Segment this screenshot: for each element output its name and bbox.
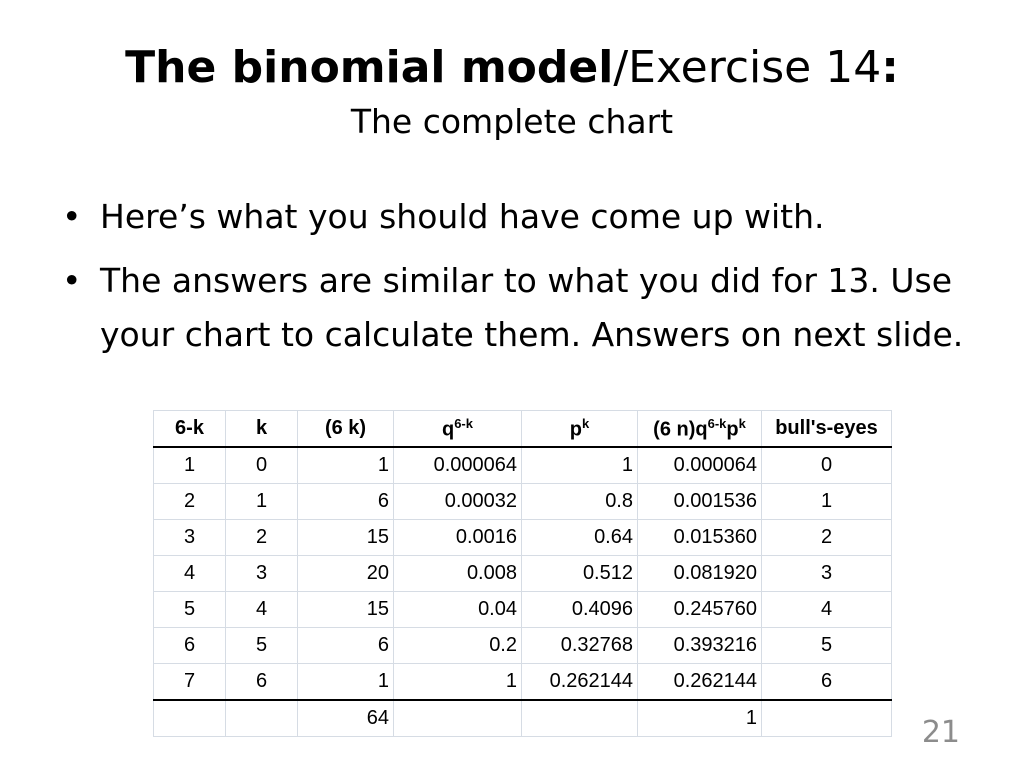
- binomial-table: [153, 410, 892, 737]
- table-cell: 20: [298, 556, 394, 592]
- header-6-minus-k: 6-k: [154, 411, 226, 448]
- table-cell: 2: [226, 520, 298, 556]
- total-cell: [522, 700, 638, 737]
- total-cell: [762, 700, 892, 737]
- table-cell: 0.0016: [394, 520, 522, 556]
- bullet-dot-icon: •: [62, 261, 82, 300]
- bullet-text: The answers are similar to what you did for 13. Use your chart to calculate them. Answers on next slide.: [100, 261, 964, 354]
- table-cell: 4: [762, 592, 892, 628]
- table-cell: 1: [394, 664, 522, 701]
- table-cell: 2: [762, 520, 892, 556]
- table-body: [154, 447, 892, 737]
- title-subtitle: The complete chart: [350, 102, 674, 141]
- table-cell: 15: [298, 520, 394, 556]
- table-cell: 0.000064: [394, 447, 522, 484]
- table-cell: 5: [226, 628, 298, 664]
- table-cell: 0.001536: [638, 484, 762, 520]
- title-colon: :: [881, 42, 899, 93]
- total-cell: 1: [638, 700, 762, 737]
- table-cell: 0.262144: [522, 664, 638, 701]
- total-cell: 64: [298, 700, 394, 737]
- table-cell: 0.000064: [638, 447, 762, 484]
- total-cell: [394, 700, 522, 737]
- table-cell: 3: [226, 556, 298, 592]
- table-cell: 0.32768: [522, 628, 638, 664]
- table-cell: 3: [154, 520, 226, 556]
- table-cell: 0.245760: [638, 592, 762, 628]
- bullet-text: Here’s what you should have come up with.: [100, 197, 825, 236]
- table-cell: 4: [226, 592, 298, 628]
- table-cell: 6: [298, 484, 394, 520]
- table-cell: 0.008: [394, 556, 522, 592]
- table-cell: 0.2: [394, 628, 522, 664]
- table-cell: 6: [762, 664, 892, 701]
- header-k: k: [226, 411, 298, 448]
- bullet-list: [62, 190, 982, 372]
- table-cell: 0: [226, 447, 298, 484]
- table-cell: 0.262144: [638, 664, 762, 701]
- table-cell: 0.512: [522, 556, 638, 592]
- table-cell: 0.04: [394, 592, 522, 628]
- table-cell: 3: [762, 556, 892, 592]
- title-bold: The binomial model: [125, 42, 614, 93]
- table-cell: 0.8: [522, 484, 638, 520]
- table-cell: 0: [762, 447, 892, 484]
- table-cell: 1: [298, 664, 394, 701]
- total-cell: [154, 700, 226, 737]
- table-row: [154, 592, 892, 628]
- table-header-row: [154, 411, 892, 448]
- table-cell: 0.4096: [522, 592, 638, 628]
- bullet-dot-icon: •: [62, 197, 82, 236]
- table-cell: 15: [298, 592, 394, 628]
- table-cell: 0.00032: [394, 484, 522, 520]
- table-totals-row: [154, 700, 892, 737]
- bullet-item: [62, 190, 982, 244]
- table-row: [154, 628, 892, 664]
- table-cell: 1: [226, 484, 298, 520]
- table-row: [154, 484, 892, 520]
- table-cell: 0.015360: [638, 520, 762, 556]
- total-cell: [226, 700, 298, 737]
- title-rest: /Exercise 14: [613, 42, 882, 93]
- table-cell: 6: [298, 628, 394, 664]
- header-q-power: $q^{6-k}$: [394, 411, 522, 448]
- table-cell: 1: [298, 447, 394, 484]
- table-cell: 2: [154, 484, 226, 520]
- bullet-item: [62, 254, 982, 362]
- table-cell: 1: [522, 447, 638, 484]
- slide-number: 21: [921, 715, 960, 750]
- table-cell: 0.64: [522, 520, 638, 556]
- header-bullseyes: bull's-eyes: [762, 411, 892, 448]
- table-row: [154, 520, 892, 556]
- table-cell: 4: [154, 556, 226, 592]
- header-combination: (6 k): [298, 411, 394, 448]
- table-cell: 7: [154, 664, 226, 701]
- table-cell: 5: [154, 592, 226, 628]
- table-cell: 6: [154, 628, 226, 664]
- table-cell: 5: [762, 628, 892, 664]
- table-cell: 1: [154, 447, 226, 484]
- table-row: [154, 664, 892, 701]
- table-cell: 0.081920: [638, 556, 762, 592]
- table-cell: 1: [762, 484, 892, 520]
- title-main: [0, 38, 1024, 98]
- table-cell: 6: [226, 664, 298, 701]
- table-cell: 0.393216: [638, 628, 762, 664]
- header-p-power: $p^k$: [522, 411, 638, 448]
- header-product: (6 $n)q^{6-k}p^k$: [638, 411, 762, 448]
- slide-title: [0, 38, 1024, 146]
- table-row: [154, 447, 892, 484]
- table-row: [154, 556, 892, 592]
